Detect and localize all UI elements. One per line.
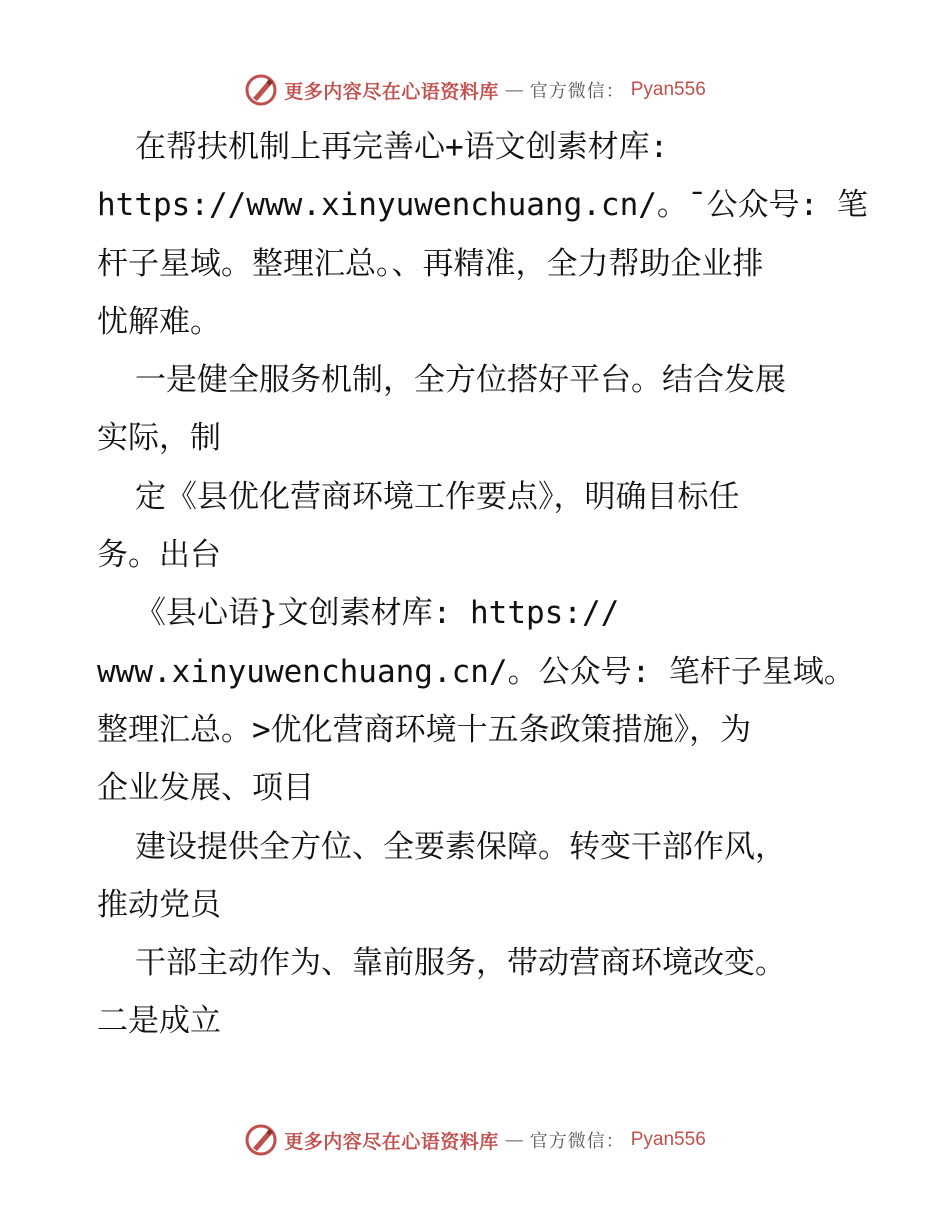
text-line: www.xinyuwenchuang.cn/。公众号: 笔杆子星域。 <box>97 653 855 690</box>
footer-banner <box>0 1120 950 1160</box>
header-banner-content <box>244 73 706 107</box>
pen-logo-icon <box>244 73 278 107</box>
text-line: 《县心语}文创素材库: https:// <box>135 595 620 632</box>
banner-wechat-label: 官方微信： <box>529 81 625 102</box>
text-line: 务。出台 <box>97 537 221 574</box>
text-line: 在帮扶机制上再完善心+语文创素材库: <box>135 129 669 165</box>
banner-wechat-id: Pyan556 <box>630 1129 706 1150</box>
footer-banner-content <box>244 1123 706 1157</box>
text-line: 实际，制 <box>97 420 221 457</box>
banner-slogan: 更多内容尽在心语资料库 <box>284 1130 499 1153</box>
text-line: 企业发展、项目 <box>97 770 314 807</box>
banner-wechat-label: 官方微信： <box>529 1131 625 1152</box>
banner-wechat-id: Pyan556 <box>630 79 706 100</box>
banner-dash: — <box>504 1129 524 1151</box>
text-line: 推动党员 <box>97 886 221 923</box>
text-line: 忧解难。 <box>97 303 221 340</box>
text-line: 干部主动作为、靠前服务，带动营商环境改变。 <box>135 945 786 982</box>
text-line: https://www.xinyuwenchuang.cn/。¯公众号: 笔 <box>97 187 868 224</box>
header-banner <box>0 70 950 110</box>
text-line: 二是成立 <box>97 1003 221 1040</box>
text-line: 一是健全服务机制，全方位搭好平台。结合发展 <box>135 362 786 399</box>
banner-dash: — <box>504 79 524 101</box>
text-line: 杆子星域。整理汇总。、再精准，全力帮助企业排 <box>97 245 764 282</box>
banner-slogan: 更多内容尽在心语资料库 <box>284 80 499 103</box>
text-line: 定《县优化营商环境工作要点》，明确目标任 <box>135 478 740 515</box>
document-body <box>97 118 887 1051</box>
text-line: 整理汇总。>优化营商环境十五条政策措施》，为 <box>97 711 752 748</box>
text-line: 建设提供全方位、全要素保障。转变干部作风， <box>135 828 786 865</box>
pen-logo-icon <box>244 1123 278 1157</box>
